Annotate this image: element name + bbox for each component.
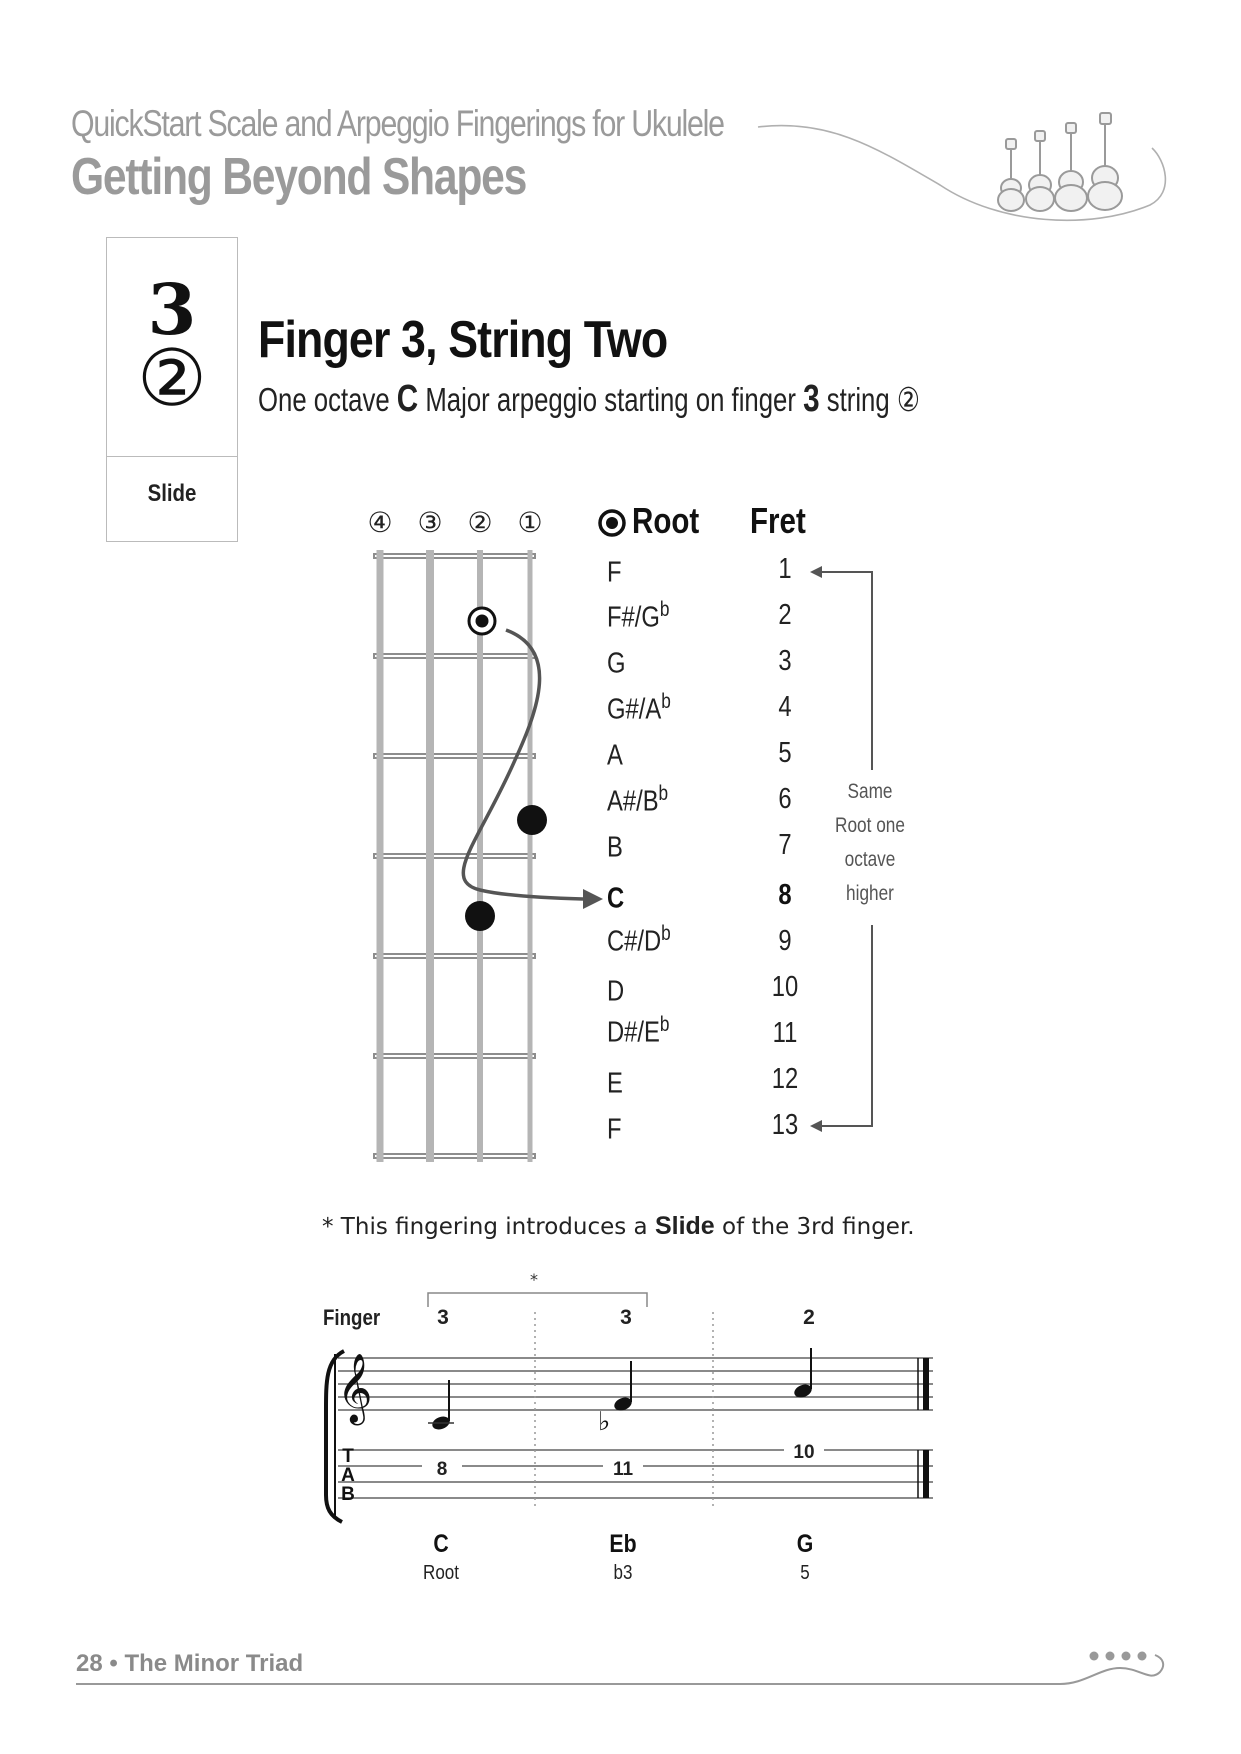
string-label-2: ② xyxy=(467,506,493,539)
root-column-header: Root xyxy=(632,500,700,541)
note-row-target: C xyxy=(607,882,625,915)
svg-text:B: B xyxy=(341,1484,355,1505)
chapter-name: The Minor Triad xyxy=(124,1650,304,1677)
subtitle-string: ② xyxy=(896,380,920,419)
chord-note-2: Eb xyxy=(609,1530,637,1558)
page-number: 28 xyxy=(76,1650,103,1677)
tab-fret-3: 10 xyxy=(784,1442,824,1464)
svg-text:T: T xyxy=(342,1446,354,1467)
book-title: QuickStart Scale and Arpeggio Fingerings for Ukulele xyxy=(71,103,724,144)
string-label-4: ④ xyxy=(367,506,393,539)
subtitle-finger: 3 xyxy=(803,378,820,420)
fret-number: 11 xyxy=(772,1017,798,1049)
note-row: D xyxy=(607,975,625,1008)
tab-fret-2: 11 xyxy=(603,1459,643,1481)
degree-2: b3 xyxy=(613,1562,633,1584)
technique-label: Slide xyxy=(147,480,197,507)
slide-star: * xyxy=(530,1270,538,1289)
page-title: Finger 3, String Two xyxy=(258,311,668,369)
tab-fret-1: 8 xyxy=(422,1459,462,1481)
string-label-1: ① xyxy=(517,506,543,539)
tab-clef-icon xyxy=(341,1446,355,1505)
svg-text:A: A xyxy=(341,1465,355,1486)
staff-and-tab xyxy=(0,1270,1241,1530)
chord-note-1: C xyxy=(433,1530,449,1558)
octave-note: Same Root one octave higher xyxy=(835,780,905,905)
footer-decoration xyxy=(0,1640,1241,1700)
note-row: A xyxy=(607,739,623,772)
fret-number: 1 xyxy=(778,553,792,585)
finger-row-label: Finger xyxy=(323,1305,381,1330)
note-row: $F\#/G^b$ xyxy=(607,598,670,634)
fret-number: 2 xyxy=(778,599,792,631)
note-row: $D\#/E^b$ xyxy=(607,1013,670,1049)
degree-1: Root xyxy=(423,1562,459,1584)
dots-icon xyxy=(1090,1652,1147,1661)
fret-number: 5 xyxy=(778,737,792,769)
note-row: E xyxy=(607,1067,623,1100)
page-subtitle: One octave C Major arpeggio starting on finger 3 string ② xyxy=(258,378,920,420)
fret-number: 10 xyxy=(771,971,799,1003)
fret-number: 12 xyxy=(771,1063,799,1095)
finger-number-2: 3 xyxy=(620,1306,632,1329)
degree-3: 5 xyxy=(800,1562,810,1584)
fret-number: 13 xyxy=(771,1109,799,1141)
note-row: F xyxy=(607,556,622,589)
finger-number-3: 2 xyxy=(803,1306,815,1329)
flat-icon: ♭ xyxy=(598,1407,611,1437)
footnote: * This fingering introduces a Slide of the 3rd finger. xyxy=(322,1212,915,1240)
finger-number-1: 3 xyxy=(437,1306,449,1329)
subtitle-key: C xyxy=(396,378,419,420)
section-title: Getting Beyond Shapes xyxy=(71,148,527,206)
note-row: $C\#/D^b$ xyxy=(607,922,671,958)
note-row: $A\#/B^b$ xyxy=(607,782,669,818)
chord-note-3: G xyxy=(796,1530,814,1558)
string-number: ② xyxy=(137,334,207,424)
string-label-3: ③ xyxy=(417,506,443,539)
fret-number: 6 xyxy=(778,783,792,815)
fret-number-target: 8 xyxy=(778,879,792,911)
fret-number: 7 xyxy=(778,829,792,861)
finger-number: 3 xyxy=(147,268,197,351)
fret-column-header: Fret xyxy=(750,500,806,541)
treble-clef-icon: 𝄞 xyxy=(337,1353,373,1423)
fret-number: 3 xyxy=(778,645,792,677)
note-row: $G\#/A^b$ xyxy=(607,690,671,726)
note-row: G xyxy=(607,647,626,680)
fret-number: 9 xyxy=(778,925,792,957)
page-footer: 28 • The Minor Triad xyxy=(76,1650,304,1677)
note-row: B xyxy=(607,831,623,864)
fret-number: 4 xyxy=(778,691,792,723)
note-row: F xyxy=(607,1113,622,1146)
